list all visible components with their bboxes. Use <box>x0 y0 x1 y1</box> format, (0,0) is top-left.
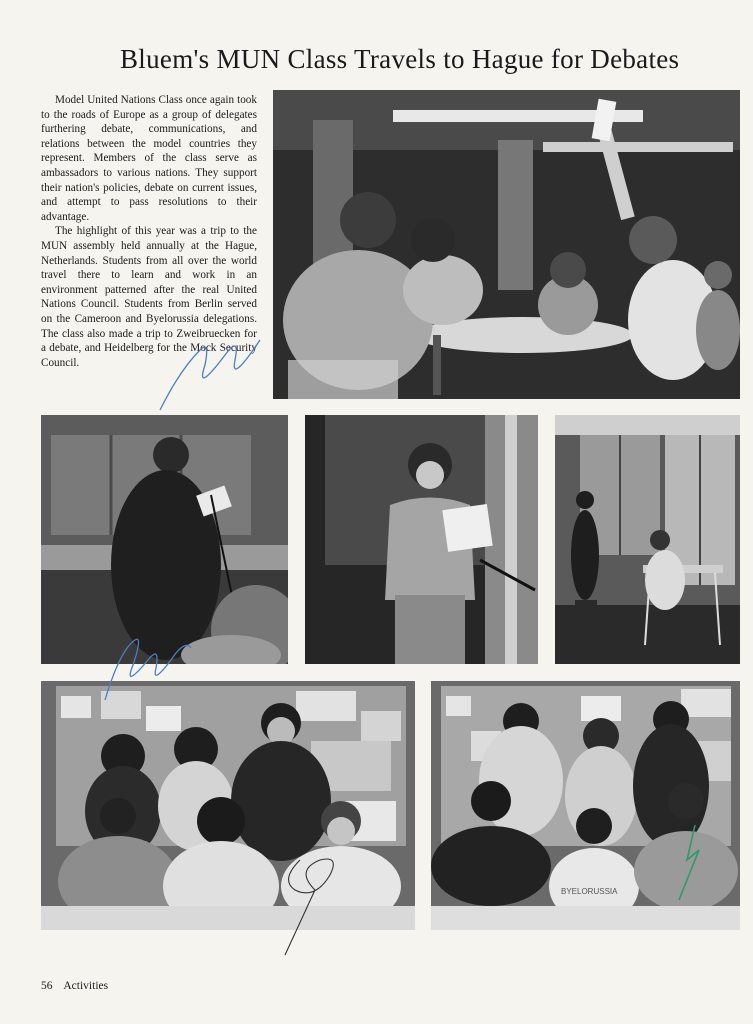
article-body <box>41 93 257 370</box>
section-name: Activities <box>63 980 109 992</box>
photo-group-left <box>41 681 415 930</box>
page-footer <box>41 980 108 992</box>
page-number: 56 <box>41 980 53 992</box>
paragraph-2: The highlight of this year was a trip to the MUN assembly held annually at the Hague, Netherlands. Students from all over the world travel there to learn and work in an environment patterned after the real United Nations Council. Students from Berlin served on the Cameroon and Byelorussia delegations. The class also made a trip to Zweibruecken for a debate, and Heidelberg for the Mock Security Council. <box>41 225 257 369</box>
paragraph-1: Model United Nations Class once again took to the roads of Europe as a group of delegates furthering debate, communications, and relations between the model countries they represent. Members of the class serve as ambassadors to various nations. They support their nation's policies, debate on current issues, and attempt to pass resolutions to their advantage. <box>41 94 257 223</box>
sign-byelorussia: BYELORUSSIA <box>561 887 618 896</box>
photo-delegates-hall <box>555 415 740 664</box>
photo-boy-reading-speech <box>305 415 538 664</box>
photo-group-right <box>431 681 740 930</box>
photo-girl-at-microphone <box>41 415 288 664</box>
page-title: Bluem's MUN Class Travels to Hague for Debates <box>120 44 680 74</box>
photo-classroom-debate <box>273 90 740 399</box>
